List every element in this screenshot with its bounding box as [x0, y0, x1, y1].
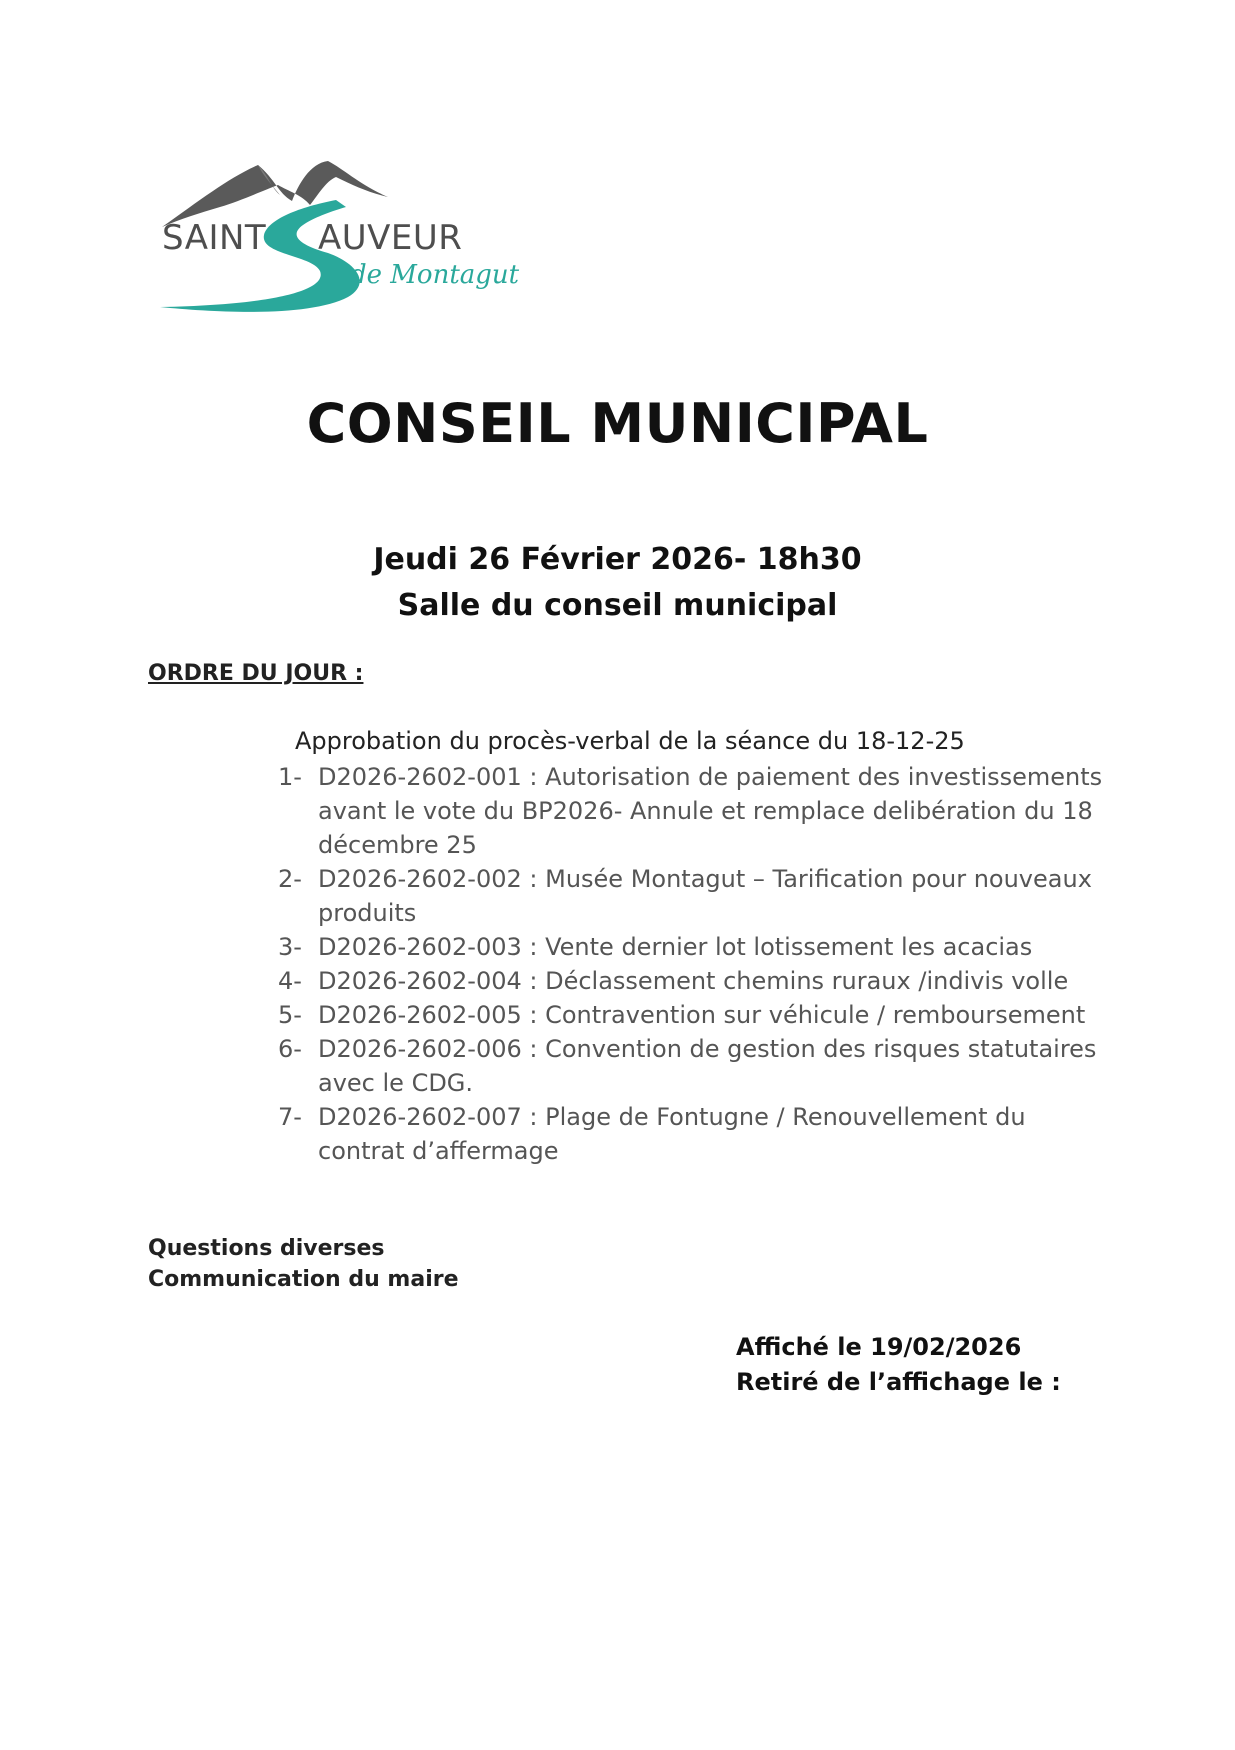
agenda-item-number: 7- [278, 1103, 302, 1131]
agenda-item-number: 6- [278, 1035, 302, 1063]
posting-info [736, 1330, 1061, 1400]
agenda-item-number: 1- [278, 763, 302, 791]
logo-text-auveur: AUVEUR [318, 218, 463, 258]
agenda-item-number: 5- [278, 1001, 302, 1029]
logo-text-saint: SAINT [162, 218, 267, 258]
removed-date: Retiré de l’affichage le : [736, 1368, 1061, 1396]
posted-date: Affiché le 19/02/2026 [736, 1333, 1022, 1361]
agenda-item-text: D2026-2602-006 : Convention de gestion des risques statutaires avec le CDG. [318, 1035, 1097, 1097]
agenda-item-text: D2026-2602-003 : Vente dernier lot lotissement les acacias [318, 933, 1033, 961]
agenda-item-text: D2026-2602-004 : Déclassement chemins ruraux /indivis volle [318, 967, 1069, 995]
agenda-item-text: D2026-2602-007 : Plage de Fontugne / Renouvellement du contrat d’affermage [318, 1103, 1026, 1165]
meeting-info [0, 537, 1235, 629]
agenda-item [278, 1100, 1108, 1168]
agenda-list [278, 760, 1108, 1168]
agenda-item [278, 930, 1108, 964]
agenda-item-number: 2- [278, 865, 302, 893]
agenda-item-text: D2026-2602-002 : Musée Montagut – Tarification pour nouveaux produits [318, 865, 1092, 927]
agenda-item-number: 4- [278, 967, 302, 995]
questions-diverses: Questions diverses [148, 1236, 385, 1261]
agenda-item [278, 998, 1108, 1032]
communication-maire: Communication du maire [148, 1267, 459, 1292]
agenda-item [278, 760, 1108, 862]
approval-line: Approbation du procès-verbal de la séance du 18-12-25 [295, 727, 965, 755]
agenda-item [278, 862, 1108, 930]
logo-text-script: de Montagut [350, 260, 520, 290]
logo-graphic [160, 155, 520, 330]
agenda-item-number: 3- [278, 933, 302, 961]
meeting-date: Jeudi 26 Février 2026- 18h30 [373, 542, 862, 577]
closing-items [148, 1233, 459, 1295]
agenda-item-text: D2026-2602-005 : Contravention sur véhicule / remboursement [318, 1001, 1086, 1029]
municipality-logo [160, 155, 520, 330]
page-title: CONSEIL MUNICIPAL [306, 392, 929, 455]
meeting-place: Salle du conseil municipal [397, 588, 838, 623]
agenda-item [278, 1032, 1108, 1100]
agenda-heading: ORDRE DU JOUR : [148, 661, 364, 686]
agenda-item-text: D2026-2602-001 : Autorisation de paiement des investissements avant le vote du BP2026- Annule et remplace delibération du 18 décembre 25 [318, 763, 1103, 859]
agenda-item [278, 964, 1108, 998]
